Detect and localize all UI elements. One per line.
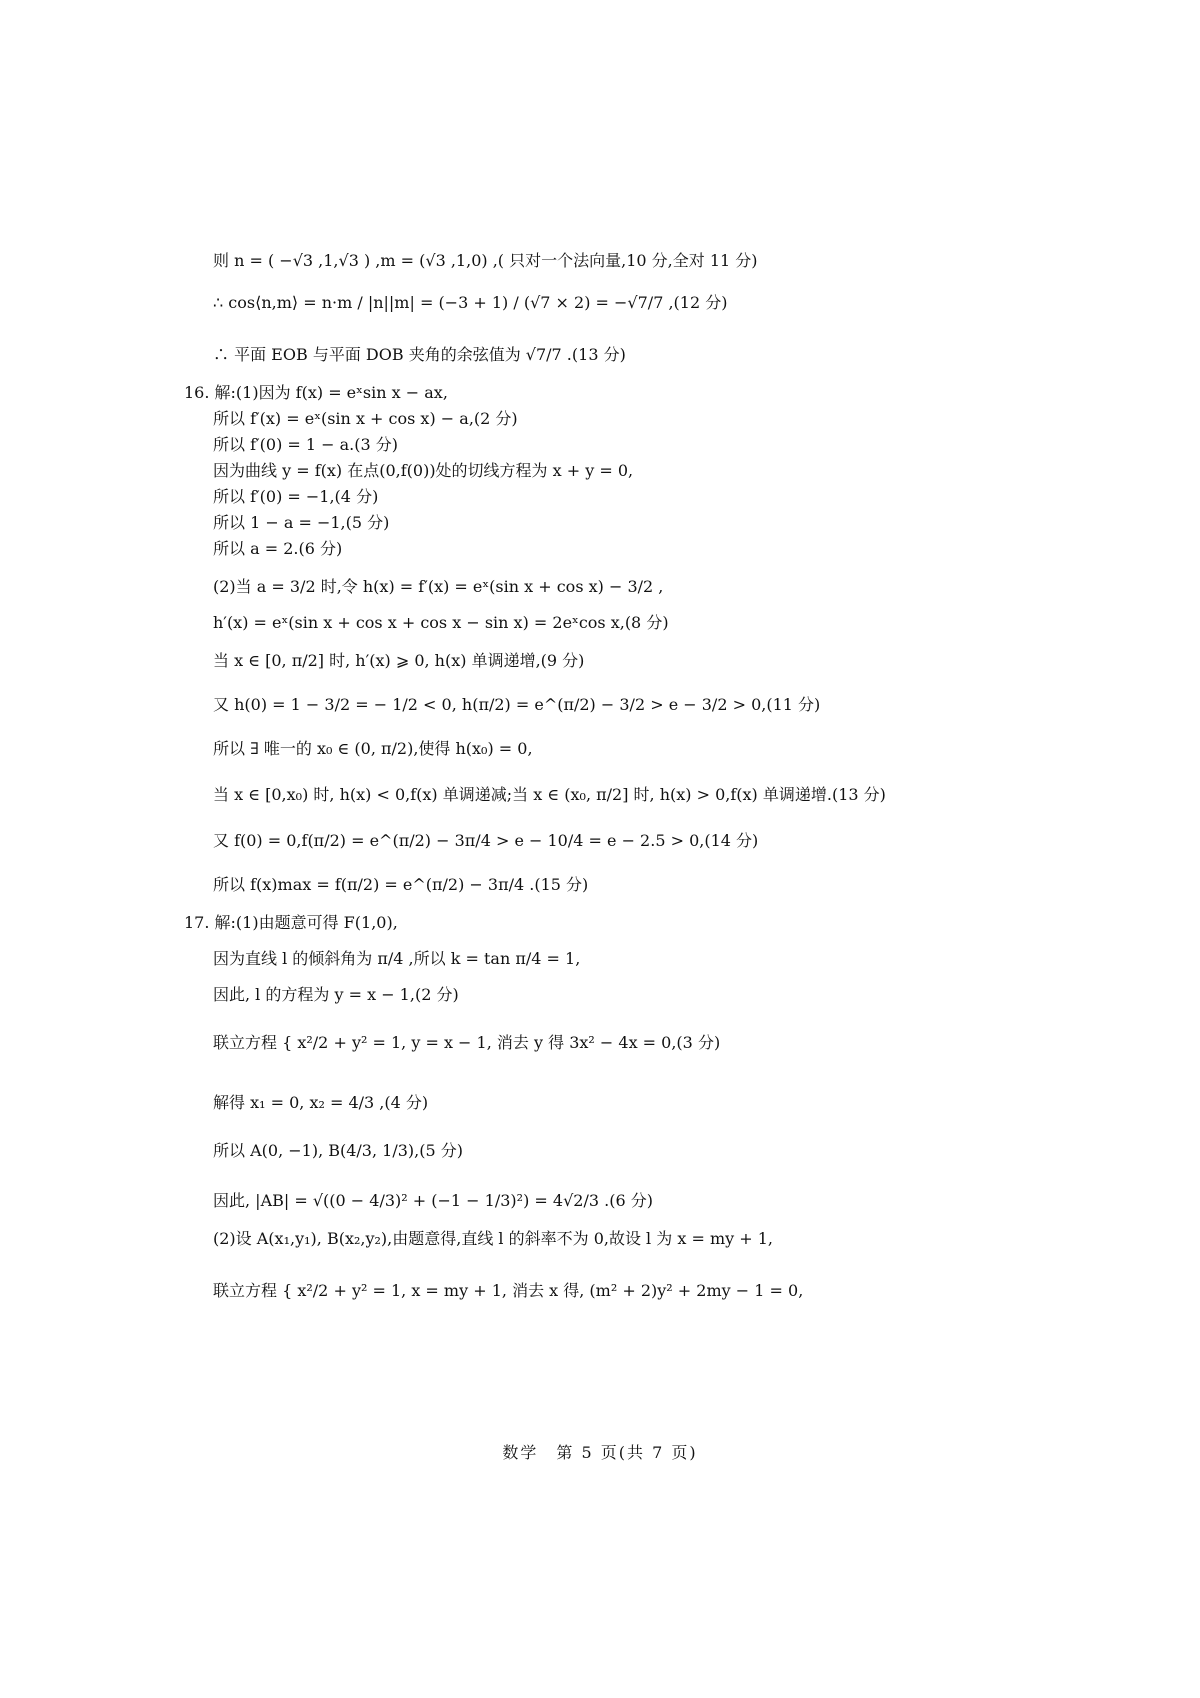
line-solve-x: 解得 x₁ = 0, x₂ = 4/3 ,(4 分) [213,1093,429,1112]
line-a-equals-2: 所以 a = 2.(6 分) [213,539,343,558]
page-footer: 数学 第 5 页(共 7 页) [502,1443,698,1462]
line-monotonic: 当 x ∈ [0,x₀) 时, h(x) < 0,f(x) 单调递减;当 x ∈ (x₀, π/2] 时, h(x) > 0,f(x) 单调递增.(13 分) [213,785,886,804]
line-normal-vectors: 则 n = ( −√3 ,1,√3 ) ,m = (√3 ,1,0) ,( 只对一个法向量,10 分,全对 11 分) [213,251,758,270]
line-unique-x0: 所以 ∃ 唯一的 x₀ ∈ (0, π/2),使得 h(x₀) = 0, [213,739,533,758]
line-f-prime-neg1: 所以 f′(0) = −1,(4 分) [213,487,379,506]
line-h-values: 又 h(0) = 1 − 3/2 = − 1/2 < 0, h(π/2) = e^(π/2) − 3/2 > e − 3/2 > 0,(11 分) [213,695,821,714]
line-ab-length: 因此, |AB| = √((0 − 4/3)² + (−1 − 1/3)²) = 4√2/3 .(6 分) [213,1191,653,1210]
line-slope: 因为直线 l 的倾斜角为 π/4 ,所以 k = tan π/4 = 1, [213,949,581,968]
question-17-start: 17. 解:(1)由题意可得 F(1,0), [184,913,398,932]
question-16-start: 16. 解:(1)因为 f(x) = eˣsin x − ax, [184,383,448,402]
line-system-2: 联立方程 { x²/2 + y² = 1, x = my + 1, 消去 x 得, (m² + 2)y² + 2my − 1 = 0, [213,1281,804,1300]
line-tangent: 因为曲线 y = f(x) 在点(0,f(0))处的切线方程为 x + y = 0, [213,461,634,480]
line-h-prime: h′(x) = eˣ(sin x + cos x + cos x − sin x) = 2eˣcos x,(8 分) [213,613,669,632]
line-h-increasing: 当 x ∈ [0, π/2] 时, h′(x) ⩾ 0, h(x) 单调递增,(9 分) [213,651,585,670]
line-points-ab: 所以 A(0, −1), B(4/3, 1/3),(5 分) [213,1141,463,1160]
line-f-values: 又 f(0) = 0,f(π/2) = e^(π/2) − 3π/4 > e − 10/4 = e − 2.5 > 0,(14 分) [213,831,759,850]
line-system-1: 联立方程 { x²/2 + y² = 1, y = x − 1, 消去 y 得 3x² − 4x = 0,(3 分) [213,1033,721,1052]
line-part2-setup: (2)设 A(x₁,y₁), B(x₂,y₂),由题意得,直线 l 的斜率不为 0,故设 l 为 x = my + 1, [213,1229,774,1248]
line-f-max: 所以 f(x)max = f(π/2) = e^(π/2) − 3π/4 .(15 分) [213,875,589,894]
line-cos-result: ∴ 平面 EOB 与平面 DOB 夹角的余弦值为 √7/7 .(13 分) [213,345,626,364]
line-l-equation: 因此, l 的方程为 y = x − 1,(2 分) [213,985,459,1004]
line-part2-h: (2)当 a = 3/2 时,令 h(x) = f′(x) = eˣ(sin x + cos x) − 3/2 , [213,577,664,596]
line-1-minus-a: 所以 1 − a = −1,(5 分) [213,513,390,532]
line-f-prime-0: 所以 f′(0) = 1 − a.(3 分) [213,435,399,454]
line-derivative: 所以 f′(x) = eˣ(sin x + cos x) − a,(2 分) [213,409,518,428]
line-cos-formula: ∴ cos⟨n,m⟩ = n·m / |n||m| = (−3 + 1) / (√7 × 2) = −√7/7 ,(12 分) [213,293,728,312]
